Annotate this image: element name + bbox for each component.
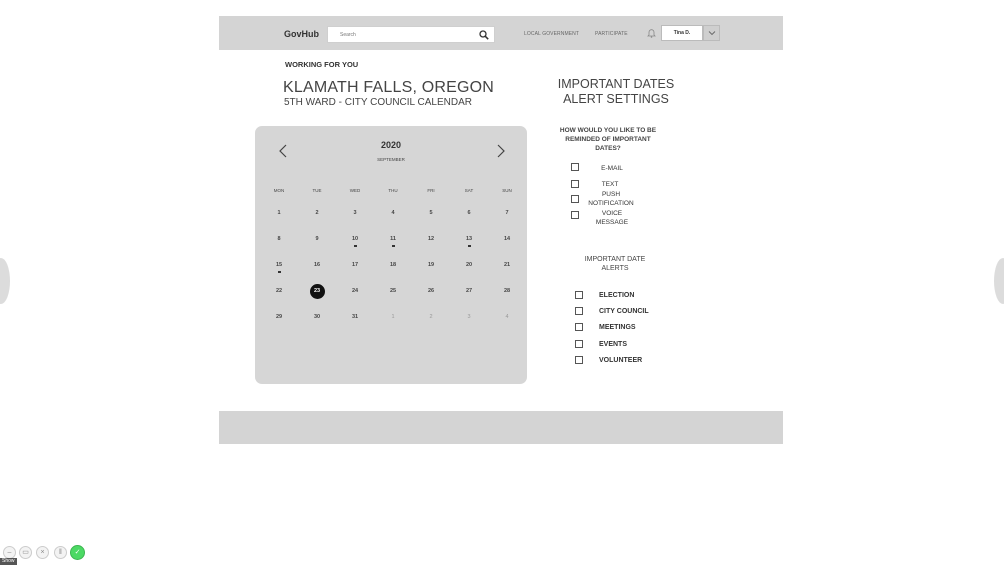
search-box[interactable]	[327, 26, 495, 43]
calendar-day[interactable]: 2	[315, 210, 319, 216]
calendar-day[interactable]: 22	[275, 288, 283, 294]
event-marker	[468, 245, 471, 247]
pause-icon[interactable]: ‖	[54, 546, 67, 559]
calendar-month: SEPTEMBER	[377, 157, 405, 162]
calendar-day[interactable]: 28	[503, 288, 511, 294]
calendar-day[interactable]: 8	[277, 236, 281, 242]
top-navigation-bar	[219, 16, 783, 50]
calendar-day[interactable]: 20	[465, 262, 473, 268]
event-marker	[354, 245, 357, 247]
event-marker	[392, 245, 395, 247]
events-label: EVENTS	[599, 341, 628, 348]
page-subtitle: 5TH WARD - CITY COUNCIL CALENDAR	[284, 97, 472, 108]
reminder-question: HOW WOULD YOU LIKE TO BE REMINDED OF IMPORTANT DATES?	[559, 127, 657, 152]
settings-title-line1: IMPORTANT DATES	[557, 77, 675, 91]
search-input[interactable]	[340, 30, 470, 40]
calendar-day[interactable]: 13	[450, 236, 488, 247]
calendar-day[interactable]: 25	[389, 288, 397, 294]
page-frame	[219, 16, 783, 444]
page-title: KLAMATH FALLS, OREGON	[283, 79, 495, 96]
text-checkbox[interactable]	[571, 180, 579, 188]
event-marker	[278, 271, 281, 273]
minimize-icon[interactable]: –	[3, 546, 16, 559]
user-menu-button[interactable]: Tina D.	[661, 25, 703, 41]
email-checkbox[interactable]	[571, 163, 579, 171]
push-notification-checkbox[interactable]	[571, 195, 579, 203]
weekday-header: TUE	[312, 188, 322, 193]
calendar-day[interactable]: 10	[336, 236, 374, 247]
city-council-checkbox[interactable]	[575, 307, 583, 315]
show-label[interactable]: Show	[2, 558, 15, 564]
search-icon[interactable]	[479, 30, 489, 40]
weekday-header: MON	[273, 188, 285, 193]
push-notification-label: PUSH NOTIFICATION	[588, 191, 634, 207]
calendar-widget	[255, 126, 527, 384]
calendar-day[interactable]: 5	[429, 210, 433, 216]
calendar-day[interactable]: 7	[505, 210, 509, 216]
calendar-day[interactable]: 17	[351, 262, 359, 268]
close-icon[interactable]: ×	[36, 546, 49, 559]
settings-title	[539, 77, 693, 107]
meetings-checkbox[interactable]	[575, 323, 583, 331]
calendar-day[interactable]: 1	[277, 210, 281, 216]
calendar-day[interactable]: 9	[315, 236, 319, 242]
voice-message-checkbox[interactable]	[571, 211, 579, 219]
calendar-day[interactable]: 11	[374, 236, 412, 247]
right-nav-handle[interactable]	[994, 258, 1004, 304]
calendar-day[interactable]: 15	[260, 262, 298, 273]
nav-local-government[interactable]: LOCAL GOVERNMENT	[524, 31, 580, 37]
calendar-day[interactable]: 12	[427, 236, 435, 242]
calendar-day[interactable]: 19	[427, 262, 435, 268]
calendar-day[interactable]: 3	[467, 314, 471, 320]
city-council-label: CITY COUNCIL	[599, 308, 649, 315]
govhub-logo[interactable]: GovHub	[284, 29, 319, 39]
calendar-day[interactable]: 26	[427, 288, 435, 294]
voice-message-label: VOICE MESSAGE	[595, 210, 629, 226]
date-alerts-title: IMPORTANT DATE ALERTS	[584, 256, 646, 272]
weekday-header: WED	[349, 188, 361, 193]
calendar-day[interactable]: 24	[351, 288, 359, 294]
weekday-header: SUN	[502, 188, 512, 193]
calendar-day-selected[interactable]: 23	[298, 284, 336, 299]
meetings-label: MEETINGS	[599, 324, 636, 331]
left-nav-handle[interactable]	[0, 258, 10, 304]
calendar-day[interactable]: 16	[313, 262, 321, 268]
page-footer	[219, 411, 783, 444]
calendar-day[interactable]: 6	[467, 210, 471, 216]
calendar-year: 2020	[380, 140, 402, 150]
calendar-day[interactable]: 2	[429, 314, 433, 320]
weekday-header: THU	[388, 188, 398, 193]
calendar-day[interactable]: 4	[505, 314, 509, 320]
events-checkbox[interactable]	[575, 340, 583, 348]
calendar-day[interactable]: 30	[313, 314, 321, 320]
email-label: E-MAIL	[601, 165, 623, 172]
tagline: WORKING FOR YOU	[285, 60, 359, 69]
calendar-day[interactable]: 14	[503, 236, 511, 242]
nav-participate[interactable]: PARTICIPATE	[595, 31, 628, 37]
chevron-down-icon	[708, 30, 716, 36]
volunteer-label: VOLUNTEER	[599, 357, 643, 364]
calendar-day[interactable]: 4	[391, 210, 395, 216]
election-checkbox[interactable]	[575, 291, 583, 299]
chevron-right-icon[interactable]	[495, 144, 507, 158]
settings-title-line2: ALERT SETTINGS	[563, 92, 669, 106]
calendar-day[interactable]: 21	[503, 262, 511, 268]
election-label: ELECTION	[599, 292, 635, 299]
camera-icon[interactable]: ▭	[19, 546, 32, 559]
volunteer-checkbox[interactable]	[575, 356, 583, 364]
weekday-header: FRI	[427, 188, 435, 193]
calendar-day[interactable]: 27	[465, 288, 473, 294]
user-menu-dropdown[interactable]	[703, 25, 720, 41]
bell-icon[interactable]	[647, 28, 656, 38]
calendar-day[interactable]: 1	[391, 314, 395, 320]
text-label: TEXT	[601, 181, 619, 188]
confirm-check-icon[interactable]: ✓	[70, 545, 85, 560]
weekday-header: SAT	[464, 188, 474, 193]
calendar-day[interactable]: 3	[353, 210, 357, 216]
calendar-day[interactable]: 29	[275, 314, 283, 320]
calendar-day[interactable]: 18	[389, 262, 397, 268]
calendar-day[interactable]: 31	[351, 314, 359, 320]
